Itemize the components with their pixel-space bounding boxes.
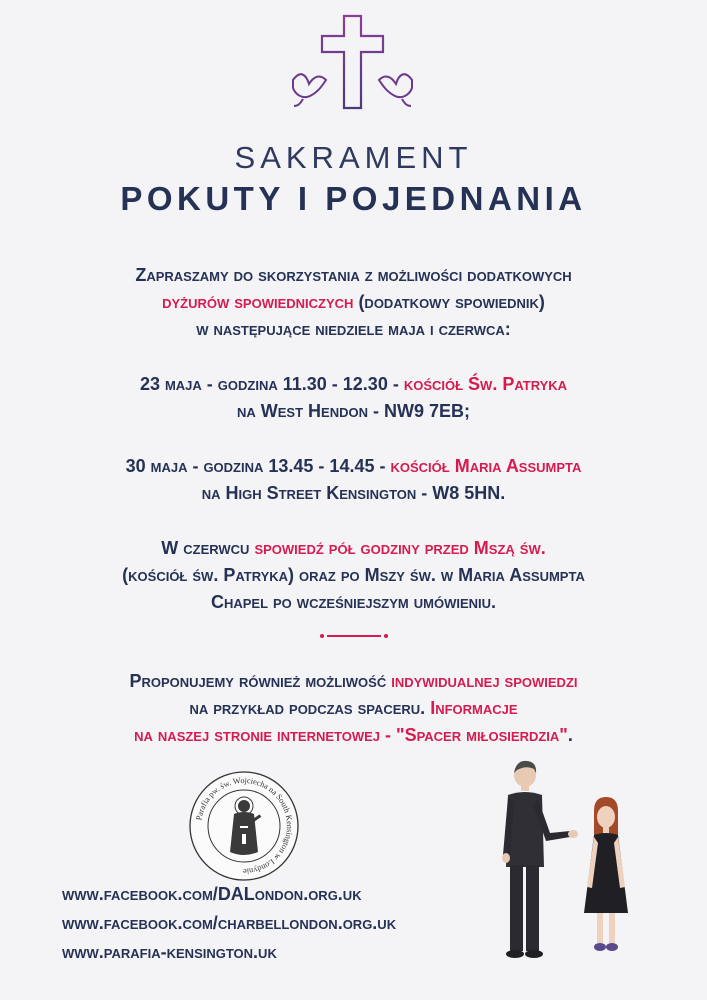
dove-icon — [379, 74, 412, 106]
schedule-2-church: kościół Maria Assumpta — [390, 456, 582, 476]
section-divider — [327, 635, 381, 637]
june-paragraph — [40, 535, 667, 616]
confession-illustration — [490, 755, 650, 965]
individual-line-1 — [40, 668, 667, 695]
title-sakrament: SAKRAMENT — [234, 140, 473, 175]
intro-highlight: dyżurów spowiedniczych — [162, 292, 354, 312]
june-highlight: spowiedź pół godziny przed Mszą św. — [254, 538, 546, 558]
individual-prefix: Proponujemy również możliwość — [129, 671, 392, 691]
individual-line-3-end: . — [567, 725, 573, 745]
schedule-1-church: kościół Św. Patryka — [403, 374, 568, 394]
schedule-item-2 — [40, 453, 667, 507]
facebook-charbellondon-link[interactable]: www.facebook.com/charbellondon.org.uk — [62, 913, 397, 933]
individual-line-3 — [40, 722, 667, 749]
individual-paragraph — [40, 668, 667, 749]
links-list — [62, 880, 396, 967]
parafia-kensington-link[interactable]: www.parafia-kensington.uk — [62, 942, 277, 962]
schedule-2-line-1 — [40, 453, 667, 480]
june-prefix: W czerwcu — [161, 538, 255, 558]
parish-seal — [188, 770, 300, 882]
june-line-3: Chapel po wcześniejszym umówieniu. — [210, 592, 497, 612]
schedule-1-datetime: 23 maja - godzina 11.30 - 12.30 - — [139, 374, 404, 394]
dove-icon — [293, 74, 326, 106]
girl-figure — [584, 797, 628, 951]
individual-line-2 — [40, 695, 667, 722]
intro-line-2-rest: (dodatkowy spowiednik) — [353, 292, 545, 312]
intro-paragraph — [40, 262, 667, 343]
schedule-2-datetime: 30 maja - godzina 13.45 - 14.45 - — [125, 456, 391, 476]
intro-line-3: w następujące niedziele maja i czerwca: — [196, 319, 511, 339]
svg-text:Parafia pw. św. Wojciecha na S: Parafia pw. św. Wojciecha na South Kensington w Londynie — [194, 775, 295, 877]
schedule-2-address: na High Street Kensington - W8 5HN. — [201, 483, 506, 503]
schedule-item-1 — [40, 371, 667, 425]
individual-line-3-highlight: na naszej stronie internetowej - "Spacer miłosierdzia" — [134, 725, 568, 745]
individual-line-2-highlight: Informacje — [430, 698, 518, 718]
schedule-1-line-1 — [40, 371, 667, 398]
facebook-dalondon-link[interactable]: www.facebook.com/DALondon.org.uk — [62, 884, 362, 904]
cross-icon — [322, 16, 383, 108]
june-line-2: (kościół św. Patryka) oraz po Mszy św. w Maria Assumpta — [122, 565, 585, 585]
title-pokuty-i-pojednania: POKUTY I POJEDNANIA — [120, 180, 587, 217]
individual-highlight: indywidualnej spowiedzi — [391, 671, 578, 691]
intro-line-1: Zapraszamy do skorzystania z możliwości dodatkowych — [135, 265, 572, 285]
intro-line-2 — [40, 289, 667, 316]
cross-and-doves-emblem — [0, 0, 707, 120]
schedule-1-address: na West Hendon - NW9 7EB; — [236, 401, 470, 421]
priest-figure — [502, 761, 578, 958]
individual-line-2-plain: na przykład podczas spaceru. — [189, 698, 431, 718]
june-line-1 — [40, 535, 667, 562]
